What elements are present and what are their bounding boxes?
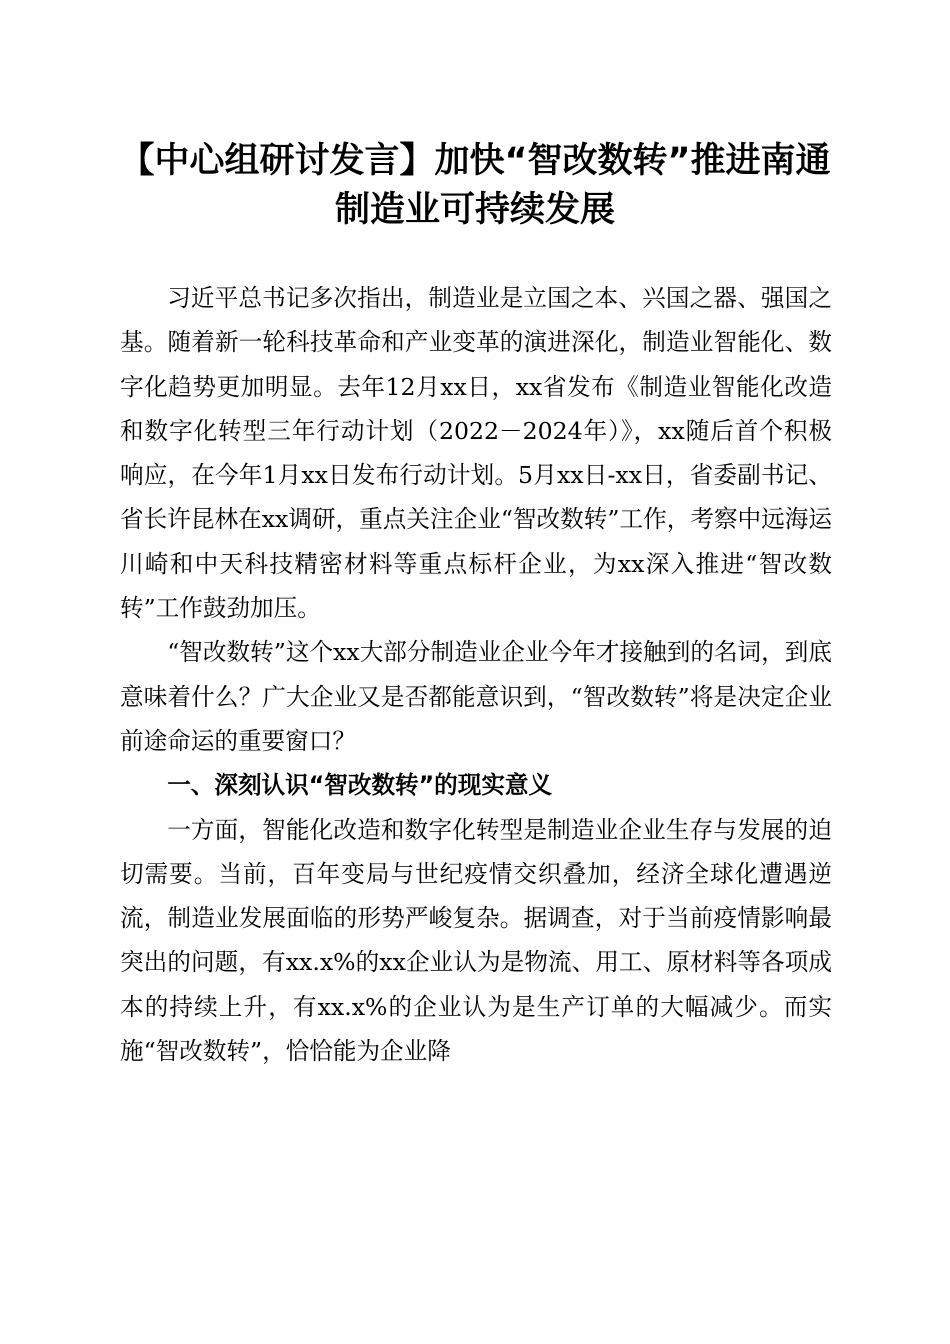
intro-paragraph: 习近平总书记多次指出，制造业是立国之本、兴国之器、强国之基。随着新一轮科技革命和产业变革的演进深化，制造业智能化、数字化趋势更加明显。去年12月xx日，xx省发布《制造业智能化改造和数字化转型三年行动计划（2022－2024年）》，xx随后首个积极响应，在今年1月xx日发布行动计划。5月xx日-xx日，省委副书记、省长许昆林在xx调研，重点关注企业“智改数转”工作，考察中远海运川崎和中天科技精密材料等重点标杆企业，为xx深入推进“智改数转”工作鼓劲加压。 (120, 284, 832, 623)
section-heading: 一、深刻认识“智改数转”的现实意义 (167, 771, 553, 800)
question-paragraph: “智改数转”这个xx大部分制造业企业今年才接触到的名词，到底意味着什么？广大企业又是否都能意识到，“智改数转”将是决定企业前途命运的重要窗口？ (120, 638, 832, 755)
document-body (120, 276, 832, 1073)
section-paragraph: 一方面，智能化改造和数字化转型是制造业企业生存与发展的迫切需要。当前，百年变局与世纪疫情交织叠加，经济全球化遭遇逆流，制造业发展面临的形势严峻复杂。据调查，对于当前疫情影响最突出的问题，有xx.x%的xx企业认为是物流、用工、原材料等各项成本的持续上升，有xx.x%的企业认为是生产订单的大幅减少。而实施“智改数转”，恰恰能为企业降 (120, 815, 832, 1066)
document-title: 【中心组研讨发言】加快“智改数转”推进南通制造业可持续发展 (119, 141, 831, 230)
